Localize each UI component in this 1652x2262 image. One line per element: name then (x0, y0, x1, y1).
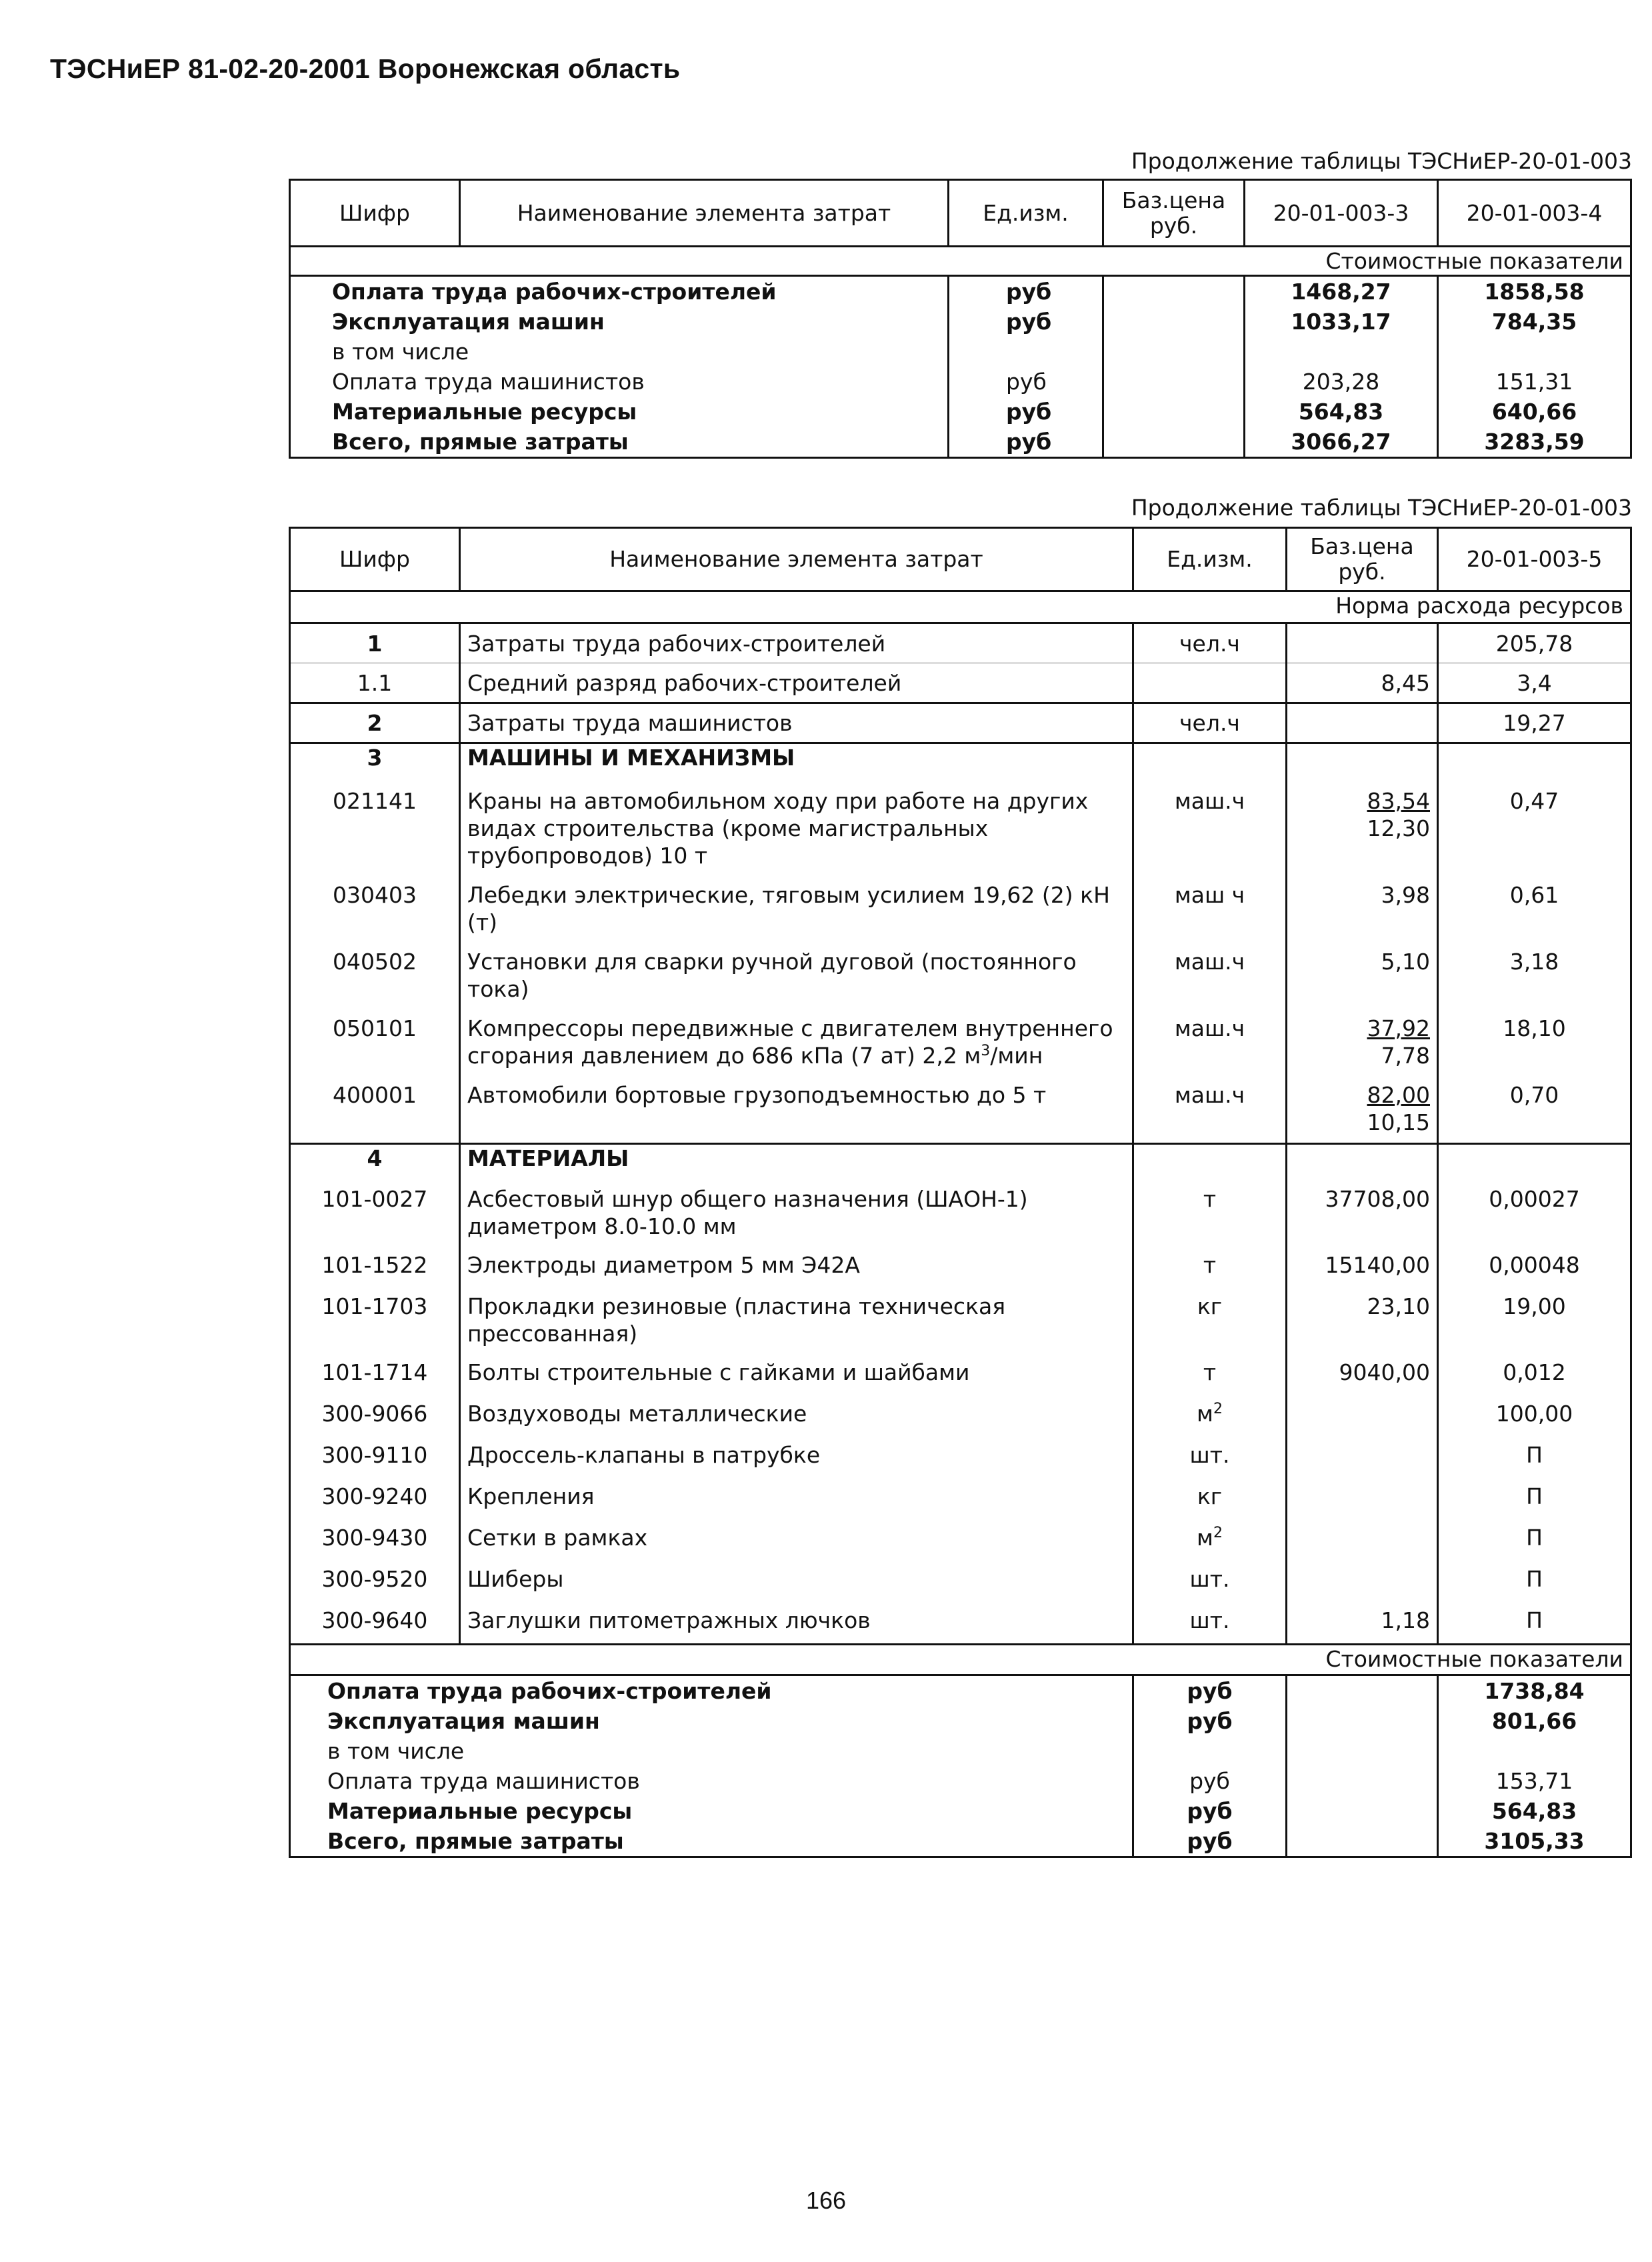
t2-price (1287, 1478, 1438, 1519)
t1-cost-value2: 784,35 (1438, 307, 1631, 337)
t2-name: Лебедки электрические, тяговым усилием 19,62 (2) кН (т) (460, 876, 1133, 943)
t1-cost-value2: 1858,58 (1438, 276, 1631, 307)
t2-price (1287, 1395, 1438, 1437)
t2-value: П (1438, 1437, 1631, 1478)
t2-price (1287, 1437, 1438, 1478)
t1-cost-label: Оплата труда машинистов (290, 367, 949, 397)
t2-machines-title: МАШИНЫ И МЕХАНИЗМЫ (460, 743, 1133, 782)
t2-cost-value: 801,66 (1438, 1706, 1631, 1736)
t2-empty (1438, 743, 1631, 782)
t2-empty (1287, 743, 1438, 782)
t2-code: 300-9240 (290, 1478, 460, 1519)
t2-code: 300-9066 (290, 1395, 460, 1437)
t2-price (1287, 1519, 1438, 1561)
t2-material-row (290, 1247, 1631, 1288)
t2-materials-code: 4 (290, 1143, 460, 1181)
t2-name: Краны на автомобильном ходу при работе на других видах строительства (кроме магистральных трубопроводов) 10 т (460, 782, 1133, 876)
t2-code: 1.1 (290, 663, 460, 703)
t1-cost-value1: 1033,17 (1245, 307, 1438, 337)
t2-material-row (290, 1602, 1631, 1645)
t2-empty (1133, 743, 1287, 782)
t1-cost-value1: 564,83 (1245, 397, 1438, 427)
t2-materials-title: МАТЕРИАЛЫ (460, 1143, 1133, 1181)
t2-code: 030403 (290, 876, 460, 943)
t1-cost-row (290, 276, 1631, 307)
t1-cost-value1 (1245, 337, 1438, 367)
t1-cost-value1: 203,28 (1245, 367, 1438, 397)
t2-value: 100,00 (1438, 1395, 1631, 1437)
table1 (289, 179, 1632, 459)
t2-price: 83,54 12,30 (1287, 782, 1438, 876)
t2-cost-value (1438, 1736, 1631, 1766)
t1-cost-price (1103, 367, 1245, 397)
t2-price: 15140,00 (1287, 1247, 1438, 1288)
t2-material-row (290, 1437, 1631, 1478)
t2-cost-price (1287, 1736, 1438, 1766)
t2-price-secondary: 10,15 (1367, 1109, 1430, 1135)
t2-name: Дроссель-клапаны в патрубке (460, 1437, 1133, 1478)
t1-cost-price (1103, 276, 1245, 307)
t2-cost-price (1287, 1766, 1438, 1796)
t2-price: 9040,00 (1287, 1354, 1438, 1395)
t1-cost-unit: руб (949, 427, 1103, 458)
t2-cost-section-row (290, 1645, 1631, 1675)
t2-name: Сетки в рамках (460, 1519, 1133, 1561)
t2-name: Установки для сварки ручной дуговой (постоянного тока) (460, 943, 1133, 1009)
t1-cost-unit: руб (949, 307, 1103, 337)
t2-code: 300-9520 (290, 1561, 460, 1602)
t2-header-code: Шифр (290, 528, 460, 591)
t2-value: П (1438, 1519, 1631, 1561)
t2-unit: т (1133, 1181, 1287, 1247)
t2-cost-value: 153,71 (1438, 1766, 1631, 1796)
t2-cost-section-label: Стоимостные показатели (290, 1645, 1631, 1675)
t1-cost-value1: 3066,27 (1245, 427, 1438, 458)
page-number: 166 (805, 2187, 847, 2214)
t1-header-code: Шифр (290, 180, 460, 247)
t2-value: 3,4 (1438, 663, 1631, 703)
t1-cost-unit: руб (949, 397, 1103, 427)
t2-cost-row (290, 1675, 1631, 1707)
t2-price: 1,18 (1287, 1602, 1438, 1645)
t2-cost-label: Всего, прямые затраты (290, 1826, 1133, 1857)
t2-unit: кг (1133, 1478, 1287, 1519)
t2-unit: маш.ч (1133, 1009, 1287, 1076)
t1-cost-unit: руб (949, 276, 1103, 307)
t2-labor-row (290, 623, 1631, 663)
t2-name: Затраты труда рабочих-строителей (460, 623, 1133, 663)
page-title: ТЭСНиЕР 81-02-20-2001 Воронежская область (50, 53, 681, 84)
t2-code: 300-9430 (290, 1519, 460, 1561)
t2-price (1287, 1561, 1438, 1602)
t2-cost-unit: руб (1133, 1766, 1287, 1796)
t2-machine-row (290, 876, 1631, 943)
t2-code: 021141 (290, 782, 460, 876)
t2-machines-code: 3 (290, 743, 460, 782)
t1-cost-unit: руб (949, 367, 1103, 397)
t1-cost-row (290, 337, 1631, 367)
t1-cost-value2 (1438, 337, 1631, 367)
t2-machine-row (290, 943, 1631, 1009)
t2-name: Автомобили бортовые грузоподъемностью до 5 т (460, 1076, 1133, 1144)
t2-header-name: Наименование элемента затрат (460, 528, 1133, 591)
t2-price: 37708,00 (1287, 1181, 1438, 1247)
t2-unit: чел.ч (1133, 703, 1287, 743)
t2-norm-section-row (290, 591, 1631, 623)
t2-header-col1: 20-01-003-5 (1438, 528, 1631, 591)
t2-value: 19,27 (1438, 703, 1631, 743)
t2-value: 3,18 (1438, 943, 1631, 1009)
t2-name: Средний разряд рабочих-строителей (460, 663, 1133, 703)
t2-name: Электроды диаметром 5 мм Э42А (460, 1247, 1133, 1288)
t2-name: Компрессоры передвижные с двигателем внутреннего сгорания давлением до 686 кПа (7 ат) 2,2 $м^3$/мин (460, 1009, 1133, 1076)
t1-cost-label: Эксплуатация машин (290, 307, 949, 337)
t2-value: 205,78 (1438, 623, 1631, 663)
table1-caption: Продолжение таблицы ТЭСНиЕР-20-01-003 (1131, 148, 1632, 174)
t1-cost-row (290, 367, 1631, 397)
t2-labor-row (290, 663, 1631, 703)
t2-cost-unit: руб (1133, 1706, 1287, 1736)
table2 (289, 527, 1632, 1858)
t2-price (1287, 703, 1438, 743)
t2-cost-label: в том числе (290, 1736, 1133, 1766)
t2-unit: маш.ч (1133, 1076, 1287, 1144)
t2-price: 8,45 (1287, 663, 1438, 703)
t2-name: Прокладки резиновые (пластина техническая прессованная) (460, 1288, 1133, 1354)
t2-cost-unit: руб (1133, 1796, 1287, 1826)
t2-empty (1287, 1143, 1438, 1181)
t2-unit: маш ч (1133, 876, 1287, 943)
t2-name: Крепления (460, 1478, 1133, 1519)
t2-machines-group-row (290, 743, 1631, 782)
t2-code: 101-0027 (290, 1181, 460, 1247)
t1-cost-price (1103, 427, 1245, 458)
t2-cost-price (1287, 1675, 1438, 1707)
t2-value: П (1438, 1478, 1631, 1519)
t2-cost-row (290, 1796, 1631, 1826)
t1-section-label: Стоимостные показатели (290, 247, 1631, 276)
t1-header-col2: 20-01-003-4 (1438, 180, 1631, 247)
t2-unit: кг (1133, 1288, 1287, 1354)
t2-price (1287, 623, 1438, 663)
t2-code: 101-1714 (290, 1354, 460, 1395)
t1-header-col1: 20-01-003-3 (1245, 180, 1438, 247)
t2-cost-label: Эксплуатация машин (290, 1706, 1133, 1736)
t2-empty (1438, 1143, 1631, 1181)
t2-value: П (1438, 1602, 1631, 1645)
t2-value: 0,00027 (1438, 1181, 1631, 1247)
t2-header-unit: Ед.изм. (1133, 528, 1287, 591)
t2-value: 19,00 (1438, 1288, 1631, 1354)
t2-code: 1 (290, 623, 460, 663)
t2-code: 300-9110 (290, 1437, 460, 1478)
t2-value: 0,00048 (1438, 1247, 1631, 1288)
t2-price: 37,92 7,78 (1287, 1009, 1438, 1076)
t2-norm-section-label: Норма расхода ресурсов (290, 591, 1631, 623)
t2-cost-value: 564,83 (1438, 1796, 1631, 1826)
t2-unit: шт. (1133, 1437, 1287, 1478)
t2-cost-unit: руб (1133, 1826, 1287, 1857)
t2-unit: шт. (1133, 1602, 1287, 1645)
t1-cost-row (290, 397, 1631, 427)
t2-material-row (290, 1354, 1631, 1395)
t2-unit (1133, 663, 1287, 703)
table2-body (290, 591, 1631, 1857)
t1-header-name: Наименование элемента затрат (460, 180, 949, 247)
t1-cost-value1: 1468,27 (1245, 276, 1438, 307)
t2-unit: т (1133, 1247, 1287, 1288)
t2-value: 0,47 (1438, 782, 1631, 876)
t2-cost-price (1287, 1796, 1438, 1826)
t2-unit: маш.ч (1133, 943, 1287, 1009)
t2-code: 400001 (290, 1076, 460, 1144)
t2-header-price: Баз.цена руб. (1287, 528, 1438, 591)
t2-unit: маш.ч (1133, 782, 1287, 876)
t2-value: 0,61 (1438, 876, 1631, 943)
t2-price-secondary: 7,78 (1381, 1042, 1430, 1069)
t2-price-secondary: 12,30 (1367, 815, 1430, 841)
t1-cost-value2: 3283,59 (1438, 427, 1631, 458)
t1-cost-row (290, 307, 1631, 337)
t2-code: 101-1522 (290, 1247, 460, 1288)
t2-unit: $м^2$ (1133, 1519, 1287, 1561)
t2-cost-row (290, 1736, 1631, 1766)
t1-cost-label: Материальные ресурсы (290, 397, 949, 427)
t2-name: Заглушки питометражных лючков (460, 1602, 1133, 1645)
table2-caption: Продолжение таблицы ТЭСНиЕР-20-01-003 (1131, 495, 1632, 521)
t2-cost-label: Материальные ресурсы (290, 1796, 1133, 1826)
t2-unit: $м^2$ (1133, 1395, 1287, 1437)
t2-material-row (290, 1478, 1631, 1519)
t2-cost-row (290, 1706, 1631, 1736)
t2-material-row (290, 1395, 1631, 1437)
t1-cost-price (1103, 307, 1245, 337)
t1-cost-label: в том числе (290, 337, 949, 367)
t2-cost-row (290, 1766, 1631, 1796)
t2-cost-unit (1133, 1736, 1287, 1766)
t2-name: Воздуховоды металлические (460, 1395, 1133, 1437)
t2-cost-label: Оплата труда машинистов (290, 1766, 1133, 1796)
t2-name: Шиберы (460, 1561, 1133, 1602)
t2-material-row (290, 1519, 1631, 1561)
t2-name: Затраты труда машинистов (460, 703, 1133, 743)
t1-cost-label: Всего, прямые затраты (290, 427, 949, 458)
t2-cost-unit: руб (1133, 1675, 1287, 1707)
t1-cost-value2: 640,66 (1438, 397, 1631, 427)
t1-header-unit: Ед.изм. (949, 180, 1103, 247)
t1-cost-price (1103, 337, 1245, 367)
t2-name: Болты строительные с гайками и шайбами (460, 1354, 1133, 1395)
t2-cost-price (1287, 1826, 1438, 1857)
t2-value: 0,70 (1438, 1076, 1631, 1144)
t2-code: 300-9640 (290, 1602, 460, 1645)
t2-code: 050101 (290, 1009, 460, 1076)
t1-section-row (290, 247, 1631, 276)
t2-materials-group-row (290, 1143, 1631, 1181)
t2-unit: чел.ч (1133, 623, 1287, 663)
t2-value: 18,10 (1438, 1009, 1631, 1076)
t1-cost-value2: 151,31 (1438, 367, 1631, 397)
t2-code: 101-1703 (290, 1288, 460, 1354)
t2-cost-value: 3105,33 (1438, 1826, 1631, 1857)
t2-cost-value: 1738,84 (1438, 1675, 1631, 1707)
t2-price: 5,10 (1287, 943, 1438, 1009)
t2-material-row (290, 1181, 1631, 1247)
t2-value: П (1438, 1561, 1631, 1602)
t2-unit: т (1133, 1354, 1287, 1395)
t2-labor-row (290, 703, 1631, 743)
t2-machine-row (290, 1076, 1631, 1144)
t2-cost-price (1287, 1706, 1438, 1736)
t1-cost-unit (949, 337, 1103, 367)
t2-material-row (290, 1288, 1631, 1354)
t2-material-row (290, 1561, 1631, 1602)
t2-name: Асбестовый шнур общего назначения (ШАОН-1) диаметром 8.0-10.0 мм (460, 1181, 1133, 1247)
t1-cost-row (290, 427, 1631, 458)
t2-unit: шт. (1133, 1561, 1287, 1602)
t2-price: 82,00 10,15 (1287, 1076, 1438, 1144)
t2-code: 040502 (290, 943, 460, 1009)
t2-value: 0,012 (1438, 1354, 1631, 1395)
t1-cost-label: Оплата труда рабочих-строителей (290, 276, 949, 307)
t2-cost-row (290, 1826, 1631, 1857)
t2-machine-row (290, 1009, 1631, 1076)
t1-header-price: Баз.цена руб. (1103, 180, 1245, 247)
t2-code: 2 (290, 703, 460, 743)
t2-price: 23,10 (1287, 1288, 1438, 1354)
t2-price: 3,98 (1287, 876, 1438, 943)
t2-cost-label: Оплата труда рабочих-строителей (290, 1675, 1133, 1707)
t2-machine-row (290, 782, 1631, 876)
table1-body (290, 247, 1631, 458)
t2-empty (1133, 1143, 1287, 1181)
t1-cost-price (1103, 397, 1245, 427)
